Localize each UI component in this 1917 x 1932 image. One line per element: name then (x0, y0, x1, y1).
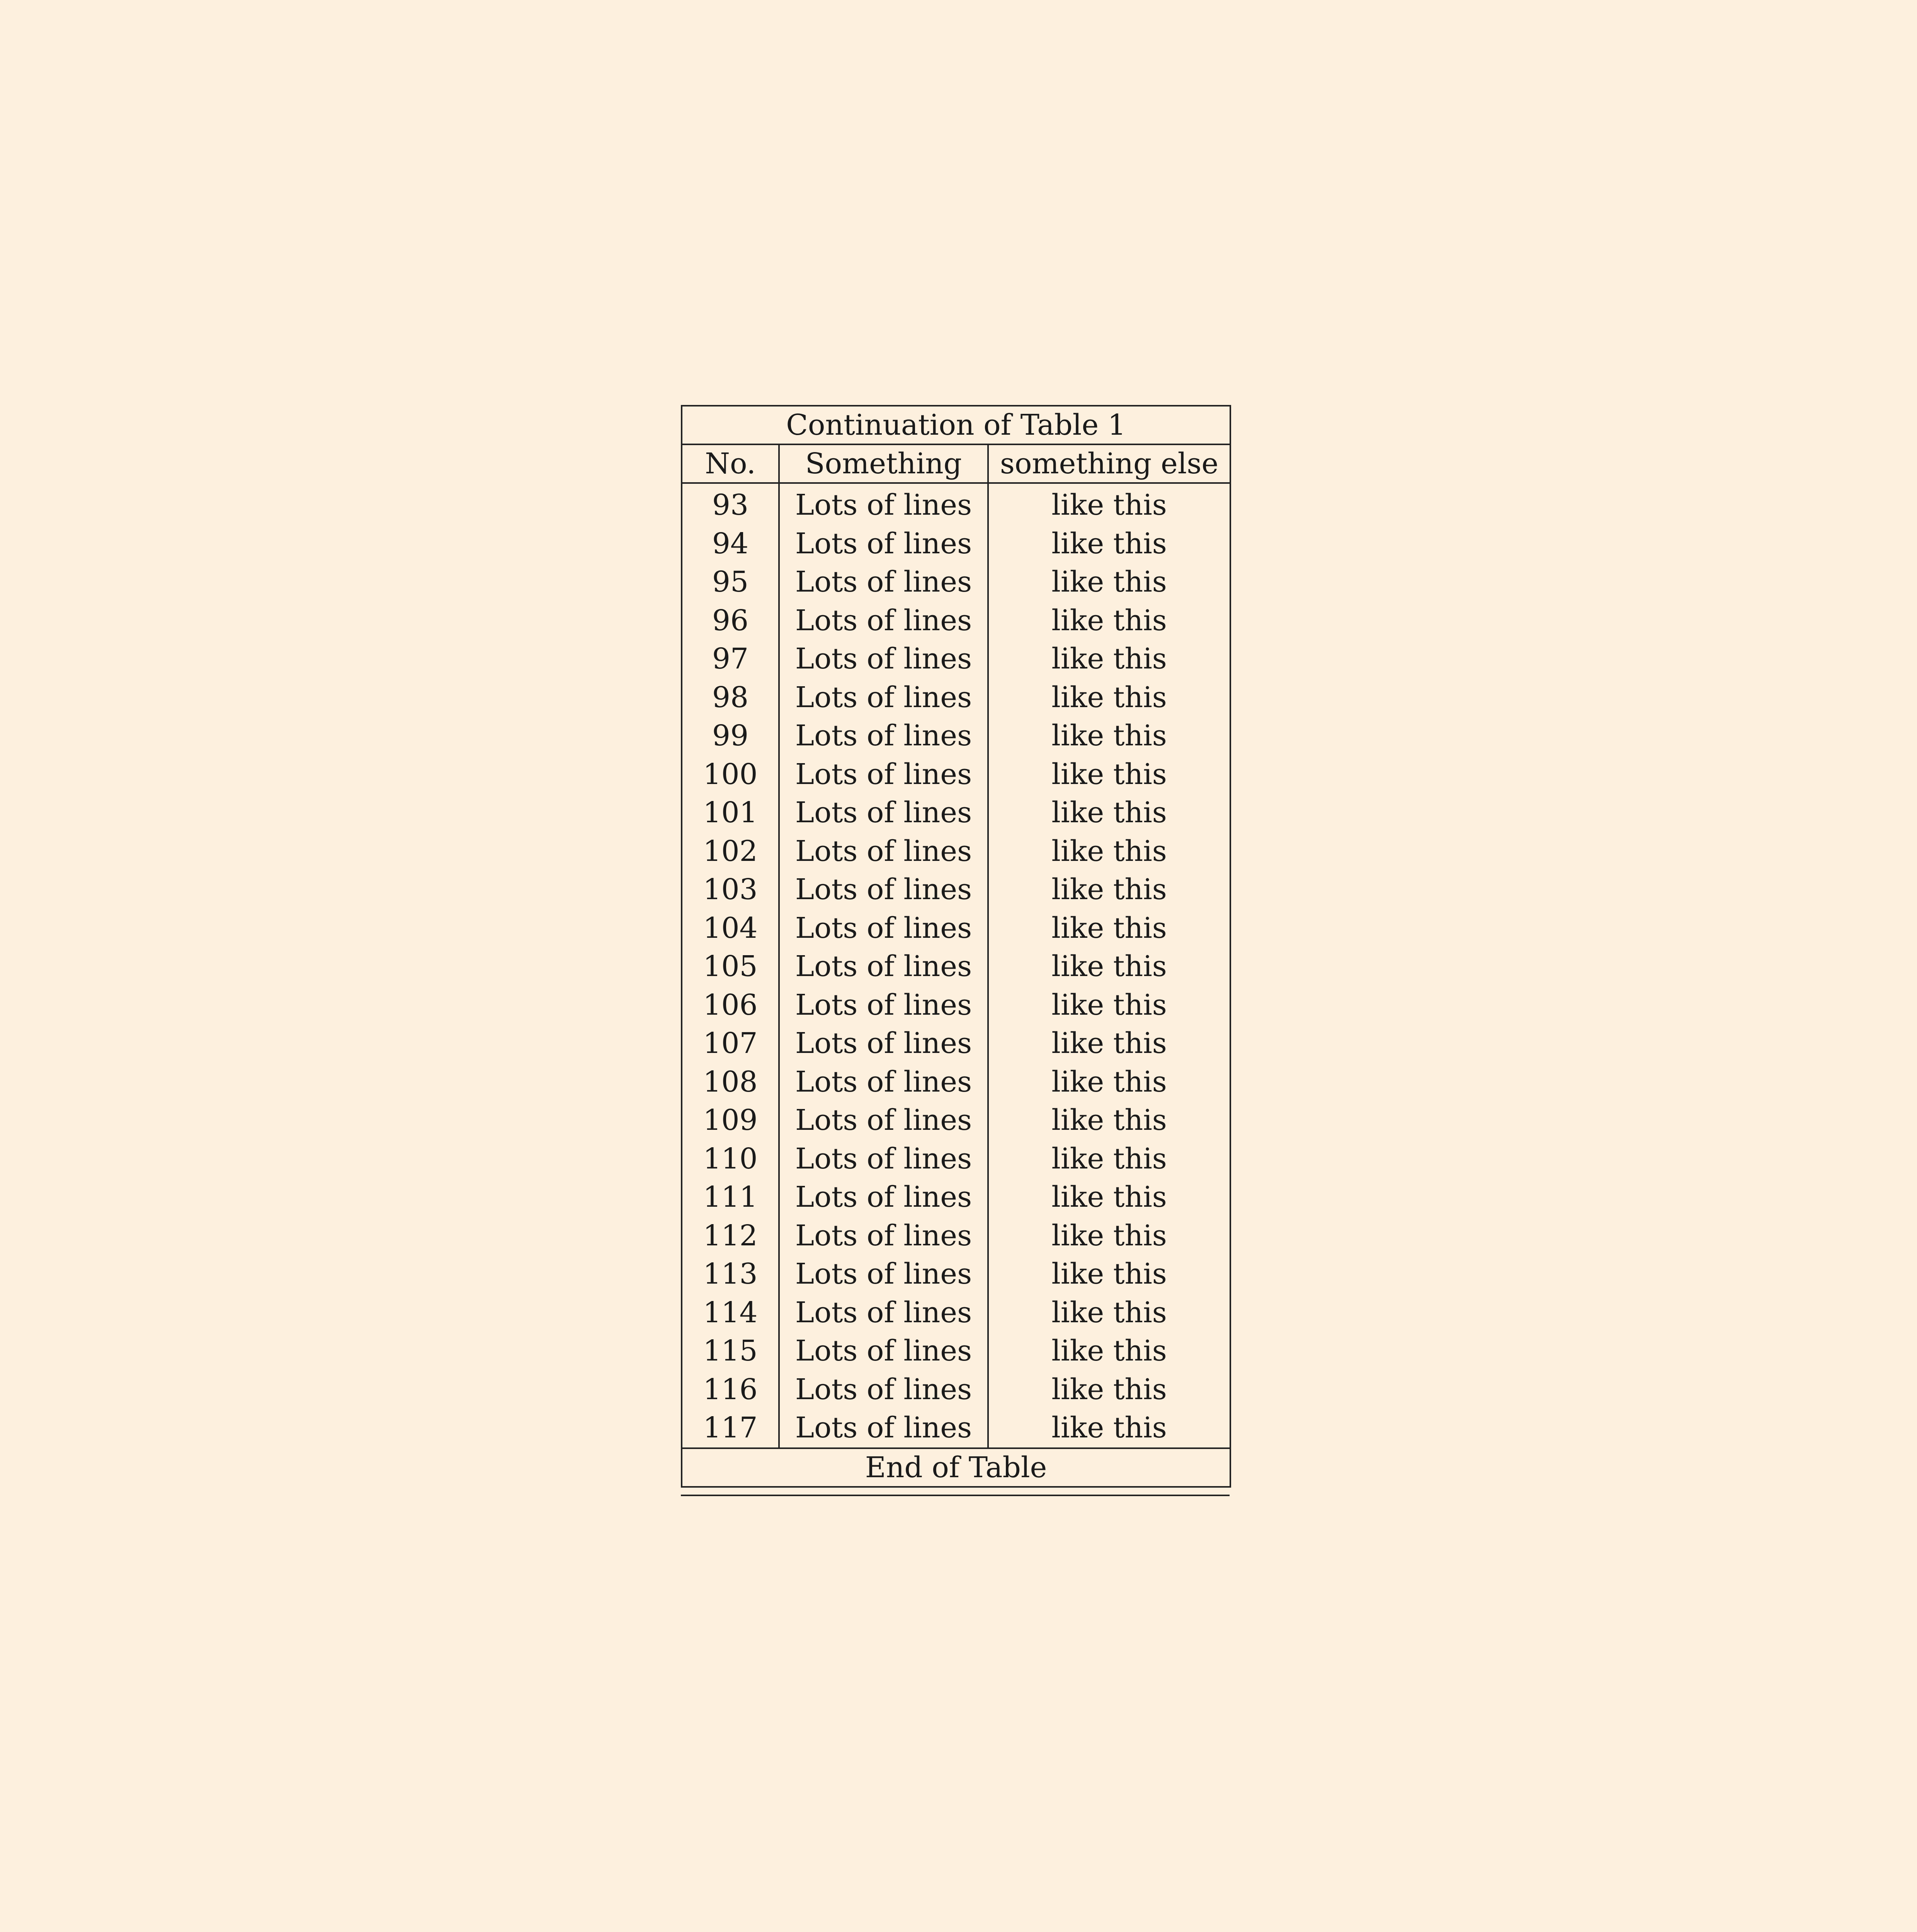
table-row (682, 1101, 1230, 1140)
row-number: 93 (682, 483, 779, 525)
row-something: Lots of lines (779, 1101, 988, 1140)
row-something: Lots of lines (779, 602, 988, 640)
table-row (682, 1332, 1230, 1371)
table-row (682, 1024, 1230, 1063)
row-number: 107 (682, 1024, 779, 1063)
row-something-else: like this (988, 1332, 1230, 1371)
table-row (682, 563, 1230, 602)
table-header-row (682, 444, 1230, 483)
row-something: Lots of lines (779, 1409, 988, 1448)
table-row (682, 909, 1230, 948)
table-footer-row (682, 1448, 1230, 1487)
table-row (682, 947, 1230, 986)
row-something-else: like this (988, 986, 1230, 1025)
row-something: Lots of lines (779, 1217, 988, 1255)
row-something-else: like this (988, 755, 1230, 794)
row-number: 113 (682, 1255, 779, 1294)
table-body (682, 483, 1230, 1448)
row-something: Lots of lines (779, 640, 988, 679)
row-something: Lots of lines (779, 1255, 988, 1294)
row-something: Lots of lines (779, 1371, 988, 1409)
row-something: Lots of lines (779, 755, 988, 794)
row-number: 108 (682, 1063, 779, 1102)
row-something: Lots of lines (779, 1024, 988, 1063)
table-row (682, 483, 1230, 525)
row-something-else: like this (988, 1101, 1230, 1140)
data-table (681, 405, 1231, 1488)
row-number: 106 (682, 986, 779, 1025)
row-something: Lots of lines (779, 679, 988, 717)
row-something-else: like this (988, 717, 1230, 755)
table-row (682, 1140, 1230, 1179)
row-something-else: like this (988, 563, 1230, 602)
table-caption: Continuation of Table 1 (682, 406, 1230, 444)
row-something: Lots of lines (779, 1178, 988, 1217)
table-row (682, 1217, 1230, 1255)
table-row (682, 602, 1230, 640)
table-row (682, 1294, 1230, 1332)
row-something-else: like this (988, 525, 1230, 563)
row-something: Lots of lines (779, 1294, 988, 1332)
table-row (682, 1255, 1230, 1294)
row-number: 103 (682, 871, 779, 909)
row-something: Lots of lines (779, 947, 988, 986)
row-number: 102 (682, 832, 779, 871)
row-something: Lots of lines (779, 525, 988, 563)
row-number: 115 (682, 1332, 779, 1371)
row-number: 101 (682, 794, 779, 832)
row-something-else: like this (988, 1255, 1230, 1294)
row-something-else: like this (988, 679, 1230, 717)
row-number: 114 (682, 1294, 779, 1332)
row-number: 104 (682, 909, 779, 948)
row-number: 117 (682, 1409, 779, 1448)
row-number: 112 (682, 1217, 779, 1255)
table-row (682, 871, 1230, 909)
row-something-else: like this (988, 1294, 1230, 1332)
row-something-else: like this (988, 1140, 1230, 1179)
row-something: Lots of lines (779, 909, 988, 948)
row-something-else: like this (988, 1371, 1230, 1409)
table-container (681, 405, 1230, 1496)
table-row (682, 1409, 1230, 1448)
row-something: Lots of lines (779, 483, 988, 525)
row-something-else: like this (988, 483, 1230, 525)
column-header-something-else: something else (988, 444, 1230, 483)
row-something: Lots of lines (779, 986, 988, 1025)
row-number: 100 (682, 755, 779, 794)
column-header-no: No. (682, 444, 779, 483)
row-number: 99 (682, 717, 779, 755)
row-something-else: like this (988, 1217, 1230, 1255)
table-row (682, 832, 1230, 871)
row-number: 98 (682, 679, 779, 717)
row-something-else: like this (988, 602, 1230, 640)
row-something: Lots of lines (779, 794, 988, 832)
table-row (682, 640, 1230, 679)
row-something-else: like this (988, 909, 1230, 948)
table-row (682, 717, 1230, 755)
row-something: Lots of lines (779, 1063, 988, 1102)
row-something: Lots of lines (779, 832, 988, 871)
bottom-rule (681, 1495, 1230, 1496)
row-something-else: like this (988, 640, 1230, 679)
row-number: 94 (682, 525, 779, 563)
row-number: 97 (682, 640, 779, 679)
row-something-else: like this (988, 1409, 1230, 1448)
table-row (682, 1063, 1230, 1102)
row-number: 116 (682, 1371, 779, 1409)
row-something-else: like this (988, 871, 1230, 909)
row-number: 95 (682, 563, 779, 602)
table-row (682, 1371, 1230, 1409)
table-footer: End of Table (682, 1448, 1230, 1487)
row-number: 111 (682, 1178, 779, 1217)
row-something-else: like this (988, 947, 1230, 986)
table-row (682, 755, 1230, 794)
table-caption-row (682, 406, 1230, 444)
row-something: Lots of lines (779, 717, 988, 755)
table-row (682, 1178, 1230, 1217)
row-something-else: like this (988, 1178, 1230, 1217)
row-something: Lots of lines (779, 563, 988, 602)
row-something: Lots of lines (779, 1140, 988, 1179)
table-row (682, 679, 1230, 717)
row-number: 110 (682, 1140, 779, 1179)
row-number: 96 (682, 602, 779, 640)
table-row (682, 986, 1230, 1025)
row-something-else: like this (988, 832, 1230, 871)
row-number: 109 (682, 1101, 779, 1140)
row-something: Lots of lines (779, 1332, 988, 1371)
row-something: Lots of lines (779, 871, 988, 909)
row-something-else: like this (988, 1063, 1230, 1102)
row-something-else: like this (988, 794, 1230, 832)
row-something-else: like this (988, 1024, 1230, 1063)
column-header-something: Something (779, 444, 988, 483)
table-row (682, 794, 1230, 832)
row-number: 105 (682, 947, 779, 986)
table-row (682, 525, 1230, 563)
